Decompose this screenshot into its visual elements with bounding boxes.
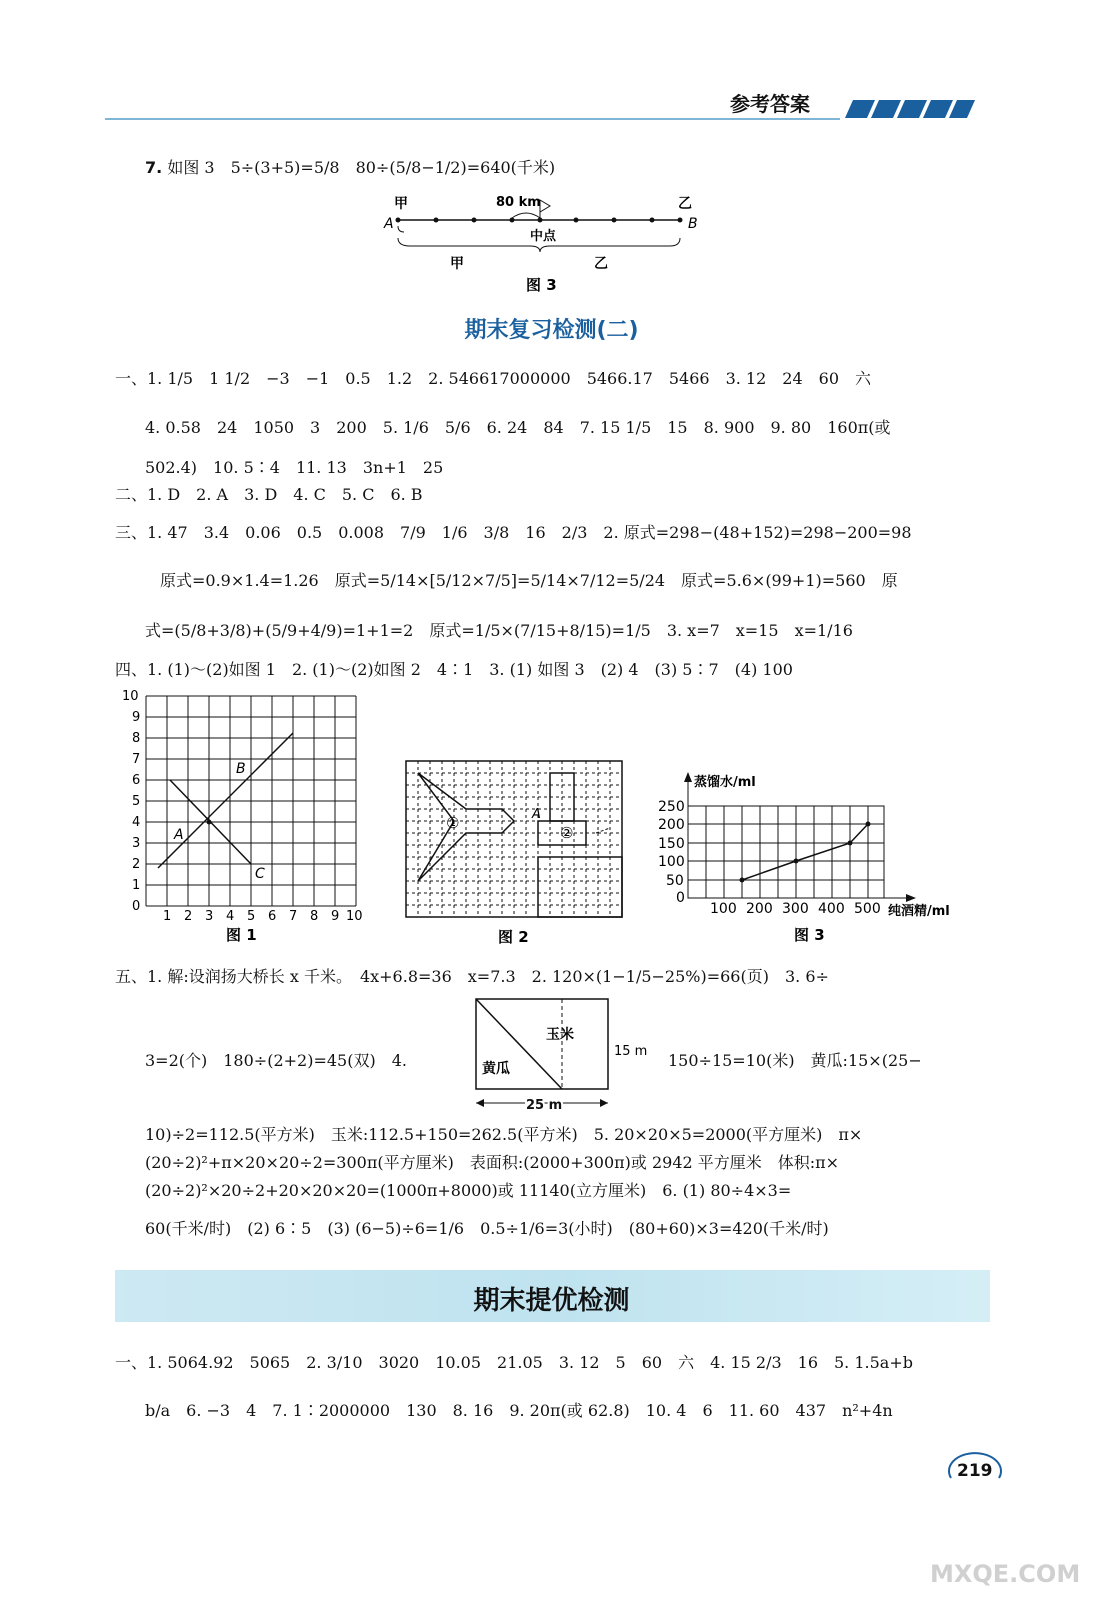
fig3-y-0: 0 — [676, 890, 685, 906]
fig1-x-1: 1 — [163, 909, 172, 924]
figure-3 — [650, 768, 970, 946]
s1-line-1: 一、1. 1/5 1 1/2 −3 −1 0.5 1.2 2. 546617000000 5466.17 5466 3. 12 24 60 六 — [115, 369, 872, 388]
fig3-y-100: 100 — [658, 854, 685, 870]
fig3-x-300: 300 — [782, 901, 809, 917]
fig3-y-250: 250 — [658, 799, 685, 815]
s1-line-5: 三、1. 47 3.4 0.06 0.5 0.008 7/9 1/6 3/8 16 2/3 2. 原式=298−(48+152)=298−200=98 — [115, 523, 912, 542]
s1-line-11: 150÷15=10(米) 黄瓜:15×(25− — [668, 1051, 922, 1070]
q7-fig-jia: 甲 — [394, 196, 408, 212]
q7-body: 如图 3 5÷(3+5)=5/8 80÷(5/8−1/2)=640(千米) — [167, 158, 556, 177]
fig1-y-0: 0 — [132, 899, 141, 914]
fig1-x-6: 6 — [268, 909, 277, 924]
fig4-height: 15 m — [614, 1044, 648, 1059]
page-number: 219 — [957, 1461, 993, 1481]
fig1-y-8: 8 — [132, 731, 141, 746]
s1-line-8: 四、1. (1)～(2)如图 1 2. (1)～(2)如图 2 4∶1 3. (1) 如图 3 (2) 4 (3) 5∶7 (4) 100 — [115, 660, 793, 679]
fig3-x-400: 400 — [818, 901, 845, 917]
fig1-label-a: A — [174, 827, 184, 843]
header-rule — [105, 118, 840, 120]
fig1-y-4: 4 — [132, 815, 141, 830]
q7-label: 7. — [145, 158, 163, 177]
fig4-cucumber: 黄瓜 — [482, 1061, 510, 1077]
q7-fig-caption: 图 3 — [526, 276, 557, 294]
s1-line-12: 10)÷2=112.5(平方米) 玉米:112.5+150=262.5(平方米) 5. 20×20×5=2000(平方厘米) π× — [145, 1125, 863, 1144]
fig2-label-2: ② — [560, 824, 574, 842]
fig1-y-9: 9 — [132, 710, 141, 725]
figure-1 — [118, 682, 378, 944]
s1-line-9: 五、1. 解:设润扬大桥长 x 千米。 4x+6.8=36 x=7.3 2. 120×(1−1/5−25%)=66(页) 3. 6÷ — [115, 967, 829, 986]
s1-line-4: 二、1. D 2. A 3. D 4. C 5. C 6. B — [115, 485, 423, 504]
fig1-label-c: C — [255, 866, 265, 882]
fig1-x-10: 10 — [346, 909, 363, 924]
fig1-y-10: 10 — [122, 689, 139, 704]
fig4-corn: 玉米 — [546, 1027, 574, 1043]
s1-line-14: (20÷2)²×20÷2+20×20×20=(1000π+8000)或 11140(立方厘米) 6. (1) 80÷4×3= — [145, 1181, 792, 1200]
fig1-y-2: 2 — [132, 857, 141, 872]
q7-fig-a: A — [384, 216, 394, 232]
fig3-ylabel: 蒸馏水/ml — [694, 775, 756, 790]
fig1-y-5: 5 — [132, 794, 141, 809]
fig3-x-100: 100 — [710, 901, 737, 917]
fig1-caption: 图 1 — [226, 926, 257, 944]
q7-figure — [380, 190, 710, 295]
fig3-x-200: 200 — [746, 901, 773, 917]
s1-line-7: 式=(5/8+3/8)+(5/9+4/9)=1+1=2 原式=1/5×(7/15+8/15)=1/5 3. x=7 x=15 x=1/16 — [145, 621, 853, 640]
figure-4 — [470, 995, 660, 1115]
fig3-caption: 图 3 — [794, 926, 825, 944]
s1-line-13: (20÷2)²+π×20×20÷2=300π(平方厘米) 表面积:(2000+300π)或 2942 平方厘米 体积:π× — [145, 1153, 840, 1172]
fig1-y-3: 3 — [132, 836, 141, 851]
q7-fig-jia2: 甲 — [450, 256, 464, 272]
q7-fig-mid: 中点 — [530, 229, 557, 244]
fig1-x-4: 4 — [226, 909, 235, 924]
fig3-y-150: 150 — [658, 836, 685, 852]
fig1-x-5: 5 — [247, 909, 256, 924]
fig1-x-3: 3 — [205, 909, 214, 924]
header-title: 参考答案 — [730, 92, 810, 116]
fig1-x-8: 8 — [310, 909, 319, 924]
fig1-label-b: B — [236, 761, 246, 777]
s2-line-1: 一、1. 5064.92 5065 2. 3/10 3020 10.05 21.05 3. 12 5 60 六 4. 15 2/3 16 5. 1.5a+b — [115, 1353, 913, 1372]
q7-fig-dist: 80 km — [496, 195, 541, 210]
s1-line-15: 60(千米/时) (2) 6∶5 (3) (6−5)÷6=1/6 0.5÷1/6=3(小时) (80+60)×3=420(千米/时) — [145, 1219, 829, 1238]
q7-fig-yi: 乙 — [678, 196, 692, 212]
fig3-y-200: 200 — [658, 817, 685, 833]
s1-line-10: 3=2(个) 180÷(2+2)=45(双) 4. — [145, 1051, 407, 1070]
s1-line-2: 4. 0.58 24 1050 3 200 5. 1/6 5/6 6. 24 84 7. 15 1/5 15 8. 900 9. 80 160π(或 — [145, 418, 891, 437]
fig1-x-2: 2 — [184, 909, 193, 924]
section1-title: 期末复习检测(二) — [464, 318, 639, 343]
watermark-logo: MXQE.COM — [930, 1560, 1081, 1588]
fig2-label-a: A — [532, 807, 541, 822]
q7-fig-b: B — [688, 216, 698, 232]
q7-fig-yi2: 乙 — [594, 256, 608, 272]
fig2-label-1: ① — [446, 814, 460, 832]
s1-line-3: 502.4) 10. 5∶4 11. 13 3n+1 25 — [145, 458, 444, 477]
header-stripes-icon — [845, 100, 975, 120]
figure-2 — [400, 758, 640, 948]
page-number-badge — [945, 1448, 1005, 1488]
fig4-width: 25 m — [526, 1098, 563, 1113]
fig1-x-9: 9 — [331, 909, 340, 924]
fig3-y-50: 50 — [666, 873, 684, 889]
fig3-xlabel: 纯酒精/ml — [888, 904, 950, 919]
fig1-x-7: 7 — [289, 909, 298, 924]
fig3-x-500: 500 — [854, 901, 881, 917]
q7-text — [145, 155, 555, 178]
s2-line-2: b/a 6. −3 4 7. 1∶2000000 130 8. 16 9. 20π(或 62.8) 10. 4 6 11. 60 437 n²+4n — [145, 1401, 893, 1420]
section2-title: 期末提优检测 — [473, 1286, 630, 1316]
s1-line-6: 原式=0.9×1.4=1.26 原式=5/14×[5/12×7/5]=5/14×7/12=5/24 原式=5.6×(99+1)=560 原 — [160, 571, 898, 590]
fig1-y-1: 1 — [132, 878, 141, 893]
fig1-y-7: 7 — [132, 752, 141, 767]
fig1-y-6: 6 — [132, 773, 141, 788]
fig2-caption: 图 2 — [498, 928, 529, 946]
